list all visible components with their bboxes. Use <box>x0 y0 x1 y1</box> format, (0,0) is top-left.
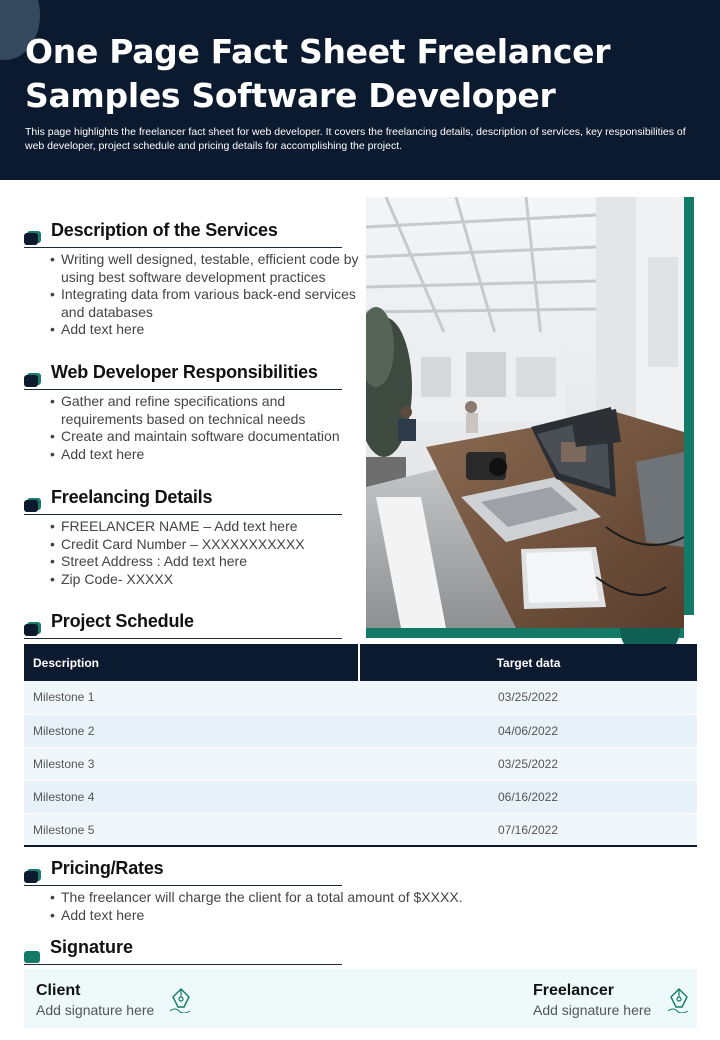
list-item: • Writing well designed, testable, efficient code by using best software development practices <box>50 251 364 286</box>
section-bullet-icon <box>24 951 40 963</box>
list-item: • Add text here <box>50 446 364 464</box>
section-bullet-icon <box>24 622 41 636</box>
freelancer-signature-placeholder[interactable]: Add signature here <box>533 1002 652 1018</box>
milestone-cell: Milestone 2 <box>24 714 359 747</box>
section-title: Signature <box>50 937 134 957</box>
pricing-section <box>24 858 463 924</box>
list-item: • Street Address : Add text here <box>50 553 364 571</box>
table-row <box>24 813 697 846</box>
freelancing-list <box>24 518 364 588</box>
list-item: • Add text here <box>50 321 364 339</box>
milestone-cell: Milestone 3 <box>24 747 359 780</box>
signature-header <box>24 937 342 965</box>
client-signature-placeholder[interactable]: Add signature here <box>36 1002 155 1018</box>
date-cell: 03/25/2022 <box>359 747 697 780</box>
list-item: • Zip Code- XXXXX <box>50 571 364 589</box>
header-banner <box>0 0 720 180</box>
responsibilities-section <box>24 362 342 463</box>
section-title: Description of the Services <box>51 220 278 240</box>
milestone-cell: Milestone 5 <box>24 813 359 846</box>
freelancing-section <box>24 487 342 588</box>
services-section <box>24 220 359 339</box>
photo-accent-bar <box>684 197 694 615</box>
schedule-section <box>24 611 342 639</box>
milestone-cell: Milestone 1 <box>24 681 359 714</box>
table-row <box>24 747 697 780</box>
list-item: • Gather and refine specifications and requirements based on technical needs <box>50 393 364 428</box>
table-bottom-rule <box>24 845 697 847</box>
office-photo-frame <box>366 197 694 638</box>
section-bullet-icon <box>24 498 41 512</box>
section-title: Web Developer Responsibilities <box>51 362 318 382</box>
list-item: • Create and maintain software documentation <box>50 428 364 446</box>
date-cell: 03/25/2022 <box>359 681 697 714</box>
page-title: One Page Fact Sheet Freelancer Samples Software Developer <box>25 32 611 115</box>
milestone-cell: Milestone 4 <box>24 780 359 813</box>
signature-box <box>24 969 697 1028</box>
section-bullet-icon <box>24 869 41 883</box>
list-item: • Credit Card Number – XXXXXXXXXXX <box>50 536 364 554</box>
list-item: • Add text here <box>50 907 484 925</box>
list-item: • The freelancer will charge the client for a total amount of $XXXX. <box>50 889 484 907</box>
section-title: Pricing/Rates <box>51 858 164 878</box>
page-description: This page highlights the freelancer fact sheet for web developer. It covers the freelancing details, description of services, key responsibilities of web developer, project schedule and pricing details for accomplishing the project. <box>25 126 686 152</box>
date-cell: 06/16/2022 <box>359 780 697 813</box>
pen-nib-icon <box>668 987 690 1013</box>
section-header <box>24 220 342 248</box>
section-title: Project Schedule <box>51 611 194 631</box>
pen-nib-icon <box>170 987 192 1013</box>
section-bullet-icon <box>24 231 41 245</box>
section-header <box>24 611 342 639</box>
column-header-description: Description <box>24 644 359 681</box>
list-item: • Integrating data from various back-end services and databases <box>50 286 364 321</box>
list-item: • FREELANCER NAME – Add text here <box>50 518 364 536</box>
section-header <box>24 858 342 886</box>
table-row <box>24 780 697 813</box>
table-row <box>24 681 697 714</box>
services-list <box>24 251 364 339</box>
section-title: Freelancing Details <box>51 487 213 507</box>
client-label: Client <box>36 982 81 999</box>
section-bullet-icon <box>24 373 41 387</box>
section-header <box>24 487 342 515</box>
date-cell: 04/06/2022 <box>359 714 697 747</box>
date-cell: 07/16/2022 <box>359 813 697 846</box>
table-row <box>24 714 697 747</box>
table-header-row <box>24 644 697 681</box>
project-schedule-table <box>24 644 697 847</box>
office-laptop-photo <box>366 197 684 628</box>
freelancer-label: Freelancer <box>533 982 614 999</box>
responsibilities-list <box>24 393 364 463</box>
section-header <box>24 362 342 390</box>
column-header-target: Target data <box>359 644 697 681</box>
pricing-list <box>24 889 484 924</box>
